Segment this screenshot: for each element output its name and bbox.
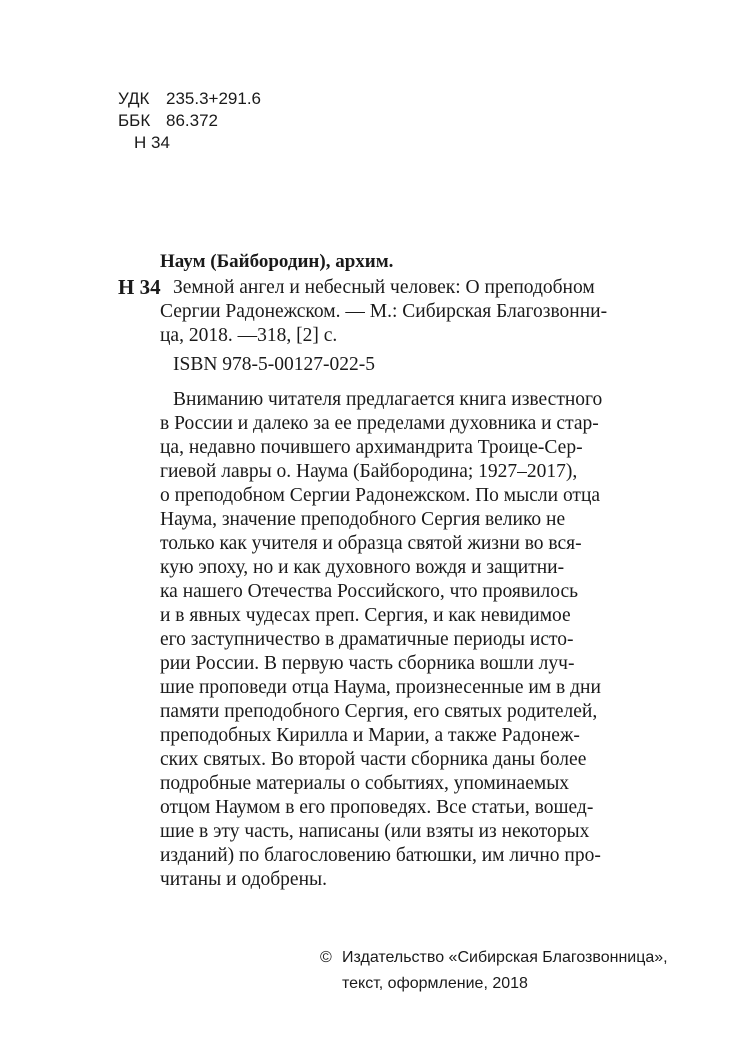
annotation-line: гиевой лавры о. Наума (Байбородина; 1927–2017), <box>160 461 578 482</box>
annotation-line: рии России. В первую часть сборника вошли луч- <box>160 653 575 674</box>
annotation-line: преподобных Кирилла и Марии, а также Радонеж- <box>160 725 580 746</box>
copyright-line-2: текст, оформление, 2018 <box>342 975 528 992</box>
bbk-label: ББК <box>118 111 151 130</box>
bbk-value: 86.372 <box>166 111 218 130</box>
copyright-symbol: © <box>320 949 332 966</box>
biblio-line: Сергии Радонежском. — М.: Сибирская Благозвонни- <box>160 301 608 322</box>
annotation-line: его заступничество в драматичные периоды исто- <box>160 629 574 650</box>
annotation-line: о преподобном Сергии Радонежском. По мысли отца <box>160 485 601 506</box>
annotation-line: подробные материалы о событиях, упоминаемых <box>160 773 570 794</box>
udc-value: 235.3+291.6 <box>166 89 262 108</box>
author-mark-value: Н 34 <box>134 133 170 152</box>
author-heading: Наум (Байбородин), архим. <box>160 251 394 272</box>
biblio-line: ца, 2018. —318, [2] с. <box>160 325 338 346</box>
classification-codes <box>118 88 261 154</box>
annotation-line: и в явных чудесах преп. Сергия, и как невидимое <box>160 605 571 626</box>
author-mark-row <box>118 132 261 154</box>
annotation-line: шие проповеди отца Наума, произнесенные им в дни <box>160 677 601 698</box>
bbk-row <box>118 110 261 132</box>
annotation-line: читаны и одобрены. <box>160 869 327 890</box>
copyright-line-1 <box>320 945 668 971</box>
udc-label: УДК <box>118 89 150 108</box>
copyright-publisher: Издательство «Сибирская Благозвонница», <box>342 949 668 966</box>
annotation-line: в России и далеко за ее пределами духовника и стар- <box>160 413 599 434</box>
author-mark-side: Н 34 <box>118 275 161 299</box>
annotation-line: только как учителя и образца святой жизни во вся- <box>160 533 582 554</box>
annotation-line: ца, недавно почившего архимандрита Троице-Сер- <box>160 437 583 458</box>
annotation-line: ка нашего Отечества Российского, что проявилось <box>160 581 579 602</box>
annotation-line: Вниманию читателя предлагается книга известного <box>173 389 603 410</box>
annotation-line: изданий) по благословению батюшки, им лично про- <box>160 845 601 866</box>
annotation-line: шие в эту часть, написаны (или взяты из некоторых <box>160 821 590 842</box>
isbn: ISBN 978-5-00127-022-5 <box>173 354 376 375</box>
annotation-line: Наума, значение преподобного Сергия велико не <box>160 509 566 530</box>
annotation-line: отцом Наумом в его проповедях. Все статьи, вошед- <box>160 797 594 818</box>
biblio-line: Земной ангел и небесный человек: О преподобном <box>173 277 595 298</box>
annotation-line: ских святых. Во второй части сборника даны более <box>160 749 587 770</box>
udc-row <box>118 88 261 110</box>
annotation-line: памяти преподобного Сергия, его святых родителей, <box>160 701 598 722</box>
copyright-notice <box>320 945 668 997</box>
annotation-line: кую эпоху, но и как духовного вождя и защитни- <box>160 557 565 578</box>
